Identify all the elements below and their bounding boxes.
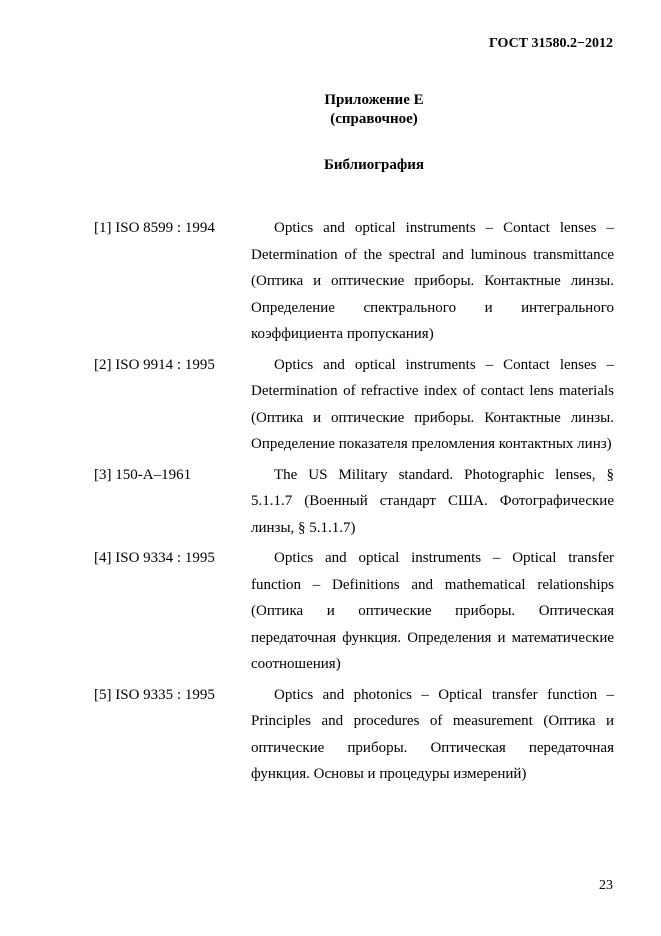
reference-item <box>94 682 614 788</box>
reference-item <box>94 352 614 458</box>
reference-text: The US Military standard. Photographic lenses, § 5.1.1.7 (Военный стандарт США. Фотографические линзы, § 5.1.1.7) <box>251 466 614 536</box>
reference-item <box>94 215 614 348</box>
reference-text: Optics and optical instruments – Optical transfer function – Definitions and mathematical relationships (Оптика и оптические приборы. Оптическая передаточная функция. Определения и математические соотношения) <box>251 550 614 672</box>
reference-list <box>94 215 614 792</box>
reference-id: [1] ISO 8599 : 1994 <box>94 220 215 236</box>
reference-id: [3] 150-А–1961 <box>94 466 192 483</box>
reference-text: Optics and optical instruments – Contact lenses – Determination of the spectral and luminous transmittance (Оптика и оптические приборы. Контактные линзы. Определение спектрального и интегрального коэффициента пропускания) <box>251 220 614 342</box>
annex-title: Приложение Е <box>324 92 424 108</box>
reference-id: [5] ISO 9335 : 1995 <box>94 686 215 703</box>
annex-heading <box>0 91 661 129</box>
reference-item <box>94 545 614 678</box>
document-code: ГОСТ 31580.2−2012 <box>488 36 613 51</box>
page-number: 23 <box>599 878 613 893</box>
bibliography-title: Библиография <box>323 157 425 173</box>
reference-id: [4] ISO 9334 : 1995 <box>94 550 215 566</box>
reference-text: Optics and optical instruments – Contact lenses – Determination of refractive index of contact lens materials (Оптика и оптические приборы. Контактные линзы. Определение показателя преломления контактных линз) <box>251 356 614 452</box>
reference-id: [2] ISO 9914 : 1995 <box>94 356 215 373</box>
annex-subtitle: (справочное) <box>330 111 418 127</box>
reference-text: Optics and photonics – Optical transfer function – Principles and procedures of measurement (Оптика и оптические приборы. Оптическая передаточная функция. Основы и процедуры измерений) <box>251 686 614 782</box>
reference-item <box>94 462 614 542</box>
